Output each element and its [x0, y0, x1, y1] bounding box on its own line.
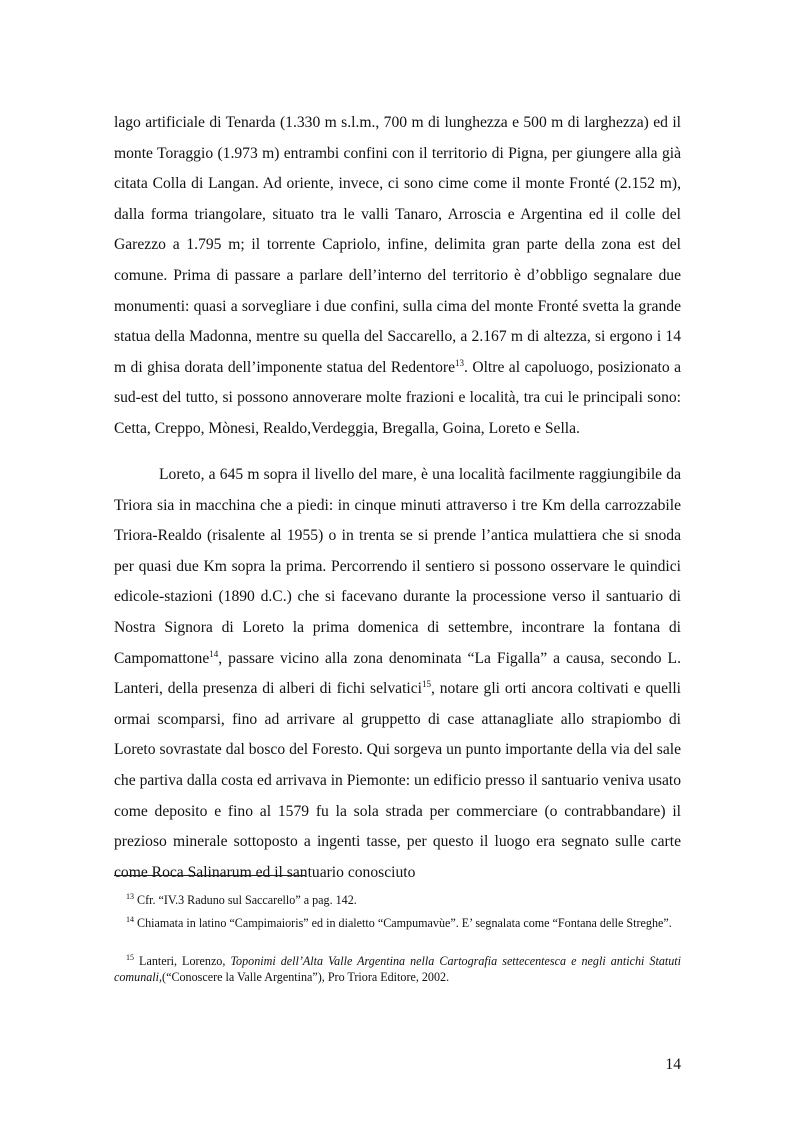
page-number: 14: [665, 1056, 681, 1073]
footnote-15: [114, 953, 681, 985]
paragraph-2-text-end: , notare gli orti ancora coltivati e quelli ormai scomparsi, fino ad arrivare al gruppetto di case attanagliate allo strapiombo di Loreto sovrastate dal bosco del Foresto. Qui sorgeva un punto importante della via del sale che partiva dalla costa ed arrivava in Piemonte: un edificio presso il santuario veniva usato come deposito e fino al 1579 fu la sola strada per commerciare (o contrabbandare) il prezioso minerale sottoposto a ingenti tasse, per questo il luogo era segnato sulle carte come Roca Salinarum ed il santuario conosciuto: [114, 680, 681, 881]
footnote-13: [114, 892, 681, 908]
cited-work-title: Toponimi dell’Alta Valle Argentina nella Cartografia settecentesca e negli antichi Statuti comunali,: [114, 954, 681, 984]
footnote-ref-14[interactable]: 14: [209, 648, 219, 659]
footnote-text: Chiamata in latino “Campimaioris” ed in dialetto “Campumavùe”. E’ segnalata come “Fontana delle Streghe”.: [134, 916, 672, 930]
footnote-number: 14: [126, 915, 134, 924]
footnote-number: 13: [126, 892, 134, 901]
body-paragraph-2: [114, 460, 681, 888]
footnote-14: [114, 915, 681, 931]
paragraph-2-text: Loreto, a 645 m sopra il livello del mare, è una località facilmente raggiungibile da Triora sia in macchina che a piedi: in cinque minuti attraverso i tre Km della carrozzabile Triora-Realdo (risalente al 1955) o in trenta se si prende l’antica mulattiera che si snoda per quasi due Km sopra la prima. Percorrendo il sentiero si possono osservare le quindici edicole-stazioni (1890 d.C.) che si facevano durante la processione verso il santuario di Nostra Signora di Loreto la prima domenica di settembre, incontrare la fontana di Campomattone: [114, 466, 681, 667]
paragraph-2-text-continued: , passare vicino alla zona denominata “La Figalla” a causa, secondo L. Lanteri, della presenza di alberi di fichi selvatici: [114, 649, 681, 698]
footnote-ref-15[interactable]: 15: [422, 679, 431, 690]
paragraph-1-text-continued: . Oltre al capoluogo, posizionato a sud-est del tutto, si possono annoverare molte frazioni e località, tra cui le principali sono: Cetta, Creppo, Mònesi, Realdo,Verdeggia, Bregalla, Goina, Loreto e Sella.: [114, 358, 681, 437]
footnote-ref-13[interactable]: 13: [455, 357, 465, 368]
body-paragraph-1: [114, 108, 681, 445]
footnote-separator: [114, 875, 305, 876]
footnote-number: 15: [126, 953, 134, 962]
footnote-text-end: (“Conoscere la Valle Argentina”), Pro Triora Editore, 2002.: [162, 970, 450, 984]
footnote-text: Cfr. “IV.3 Raduno sul Saccarello” a pag. 142.: [134, 893, 357, 907]
paragraph-1-text: lago artificiale di Tenarda (1.330 m s.l.m., 700 m di lunghezza e 500 m di larghezza) ed il monte Toraggio (1.973 m) entrambi confini con il territorio di Pigna, per giungere alla già citata Colla di Langan. Ad oriente, invece, ci sono cime come il monte Fronté (2.152 m), dalla forma triangolare, situato tra le valli Tanaro, Arroscia e Argentina ed il colle del Garezzo a 1.795 m; il torrente Capriolo, infine, delimita gran parte della zona est del comune. Prima di passare a parlare dell’interno del territorio è d’obbligo segnalare due monumenti: quasi a sorvegliare i due confini, sulla cima del monte Fronté svetta la grande statua della Madonna, mentre su quella del Saccarello, a 2.167 m di altezza, si ergono i 14 m di ghisa dorata dell’imponente statua del Redentore: [114, 114, 681, 376]
footnote-text: Lanteri, Lorenzo,: [134, 954, 231, 968]
